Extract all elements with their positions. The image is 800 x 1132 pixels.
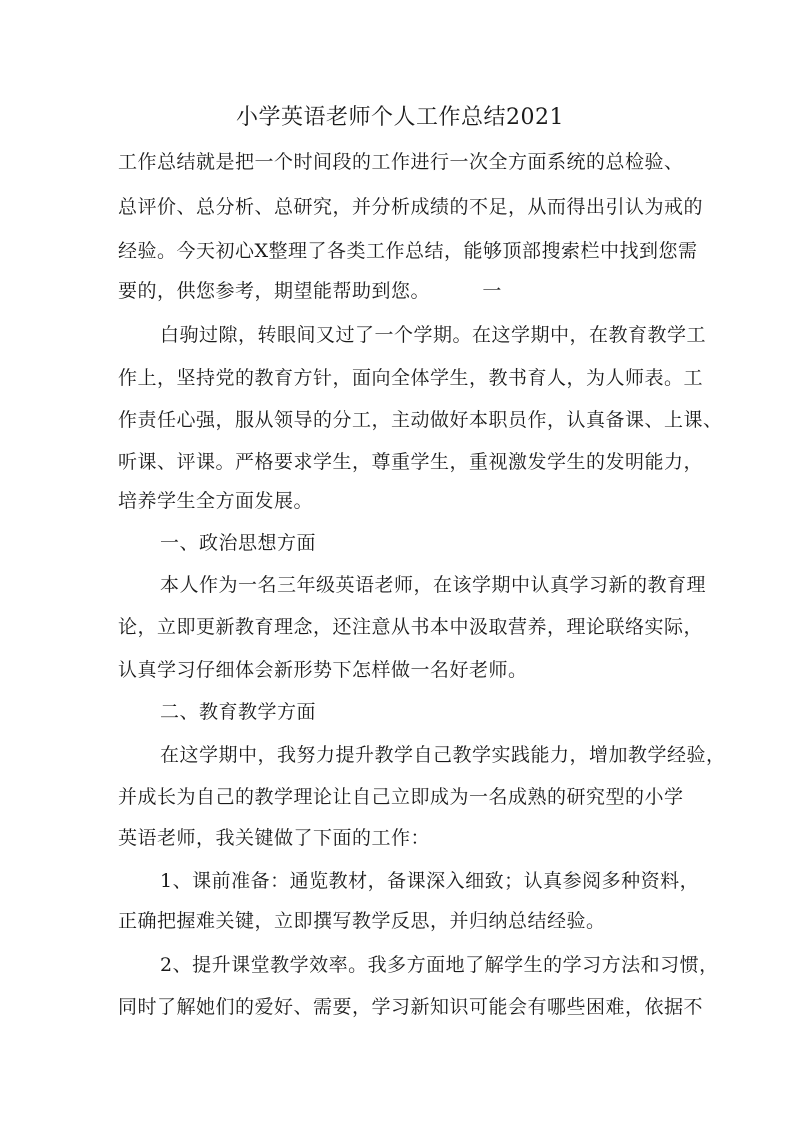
list-item: 1、课前准备：通览教材，备课深入细致；认真参阅多种资料，: [160, 870, 700, 892]
paragraph-line: 论，立即更新教育理念，还注意从书本中汲取营养，理论联络实际，: [118, 616, 704, 638]
paragraph-line: 正确把握难关键，立即撰写教学反思，并归纳总结经验。: [118, 910, 606, 932]
paragraph-line: 本人作为一名三年级英语老师，在该学期中认真学习新的教育理: [160, 574, 707, 596]
document-title: 小学英语老师个人工作总结2021: [236, 105, 564, 130]
paragraph-line: 作上，坚持党的教育方针，面向全体学生，教书育人，为人师表。工: [118, 367, 704, 389]
paragraph-line: 工作总结就是把一个时间段的工作进行一次全方面系统的总检验、: [118, 151, 684, 173]
paragraph-line: 听课、评课。严格要求学生，尊重学生，重视激发学生的发明能力，: [118, 451, 704, 473]
paragraph-line: 英语老师，我关键做了下面的工作：: [118, 827, 431, 849]
paragraph-line: 并成长为自己的教学理论让自己立即成为一名成熟的研究型的小学: [118, 786, 684, 808]
paragraph-line: 培养学生全方面发展。: [118, 490, 314, 512]
paragraph-line: 白驹过隙，转眼间又过了一个学期。在这学期中，在教育教学工: [160, 324, 707, 346]
paragraph-line: 经验。今天初心X整理了各类工作总结，能够顶部搜索栏中找到您需: [118, 240, 698, 262]
paragraph-line: 总评价、总分析、总研究，并分析成绩的不足，从而得出引认为戒的: [118, 196, 704, 218]
list-item: 2、提升课堂教学效率。我多方面地了解学生的学习方法和习惯，: [160, 954, 719, 976]
paragraph-line: 要的，供您参考，期望能帮助到您。 一: [118, 280, 502, 302]
paragraph-line: 在这学期中，我努力提升教学自己教学实践能力，增加教学经验，: [160, 744, 726, 766]
section-heading: 二、教育教学方面: [160, 701, 317, 723]
paragraph-line: 作责任心强，服从领导的分工，主动做好本职员作，认真备课、上课、: [118, 409, 723, 431]
paragraph-line: 同时了解她们的爱好、需要，学习新知识可能会有哪些困难，依据不: [118, 996, 704, 1018]
paragraph-line: 认真学习仔细体会新形势下怎样做一名好老师。: [118, 659, 528, 681]
section-heading: 一、政治思想方面: [160, 532, 317, 554]
